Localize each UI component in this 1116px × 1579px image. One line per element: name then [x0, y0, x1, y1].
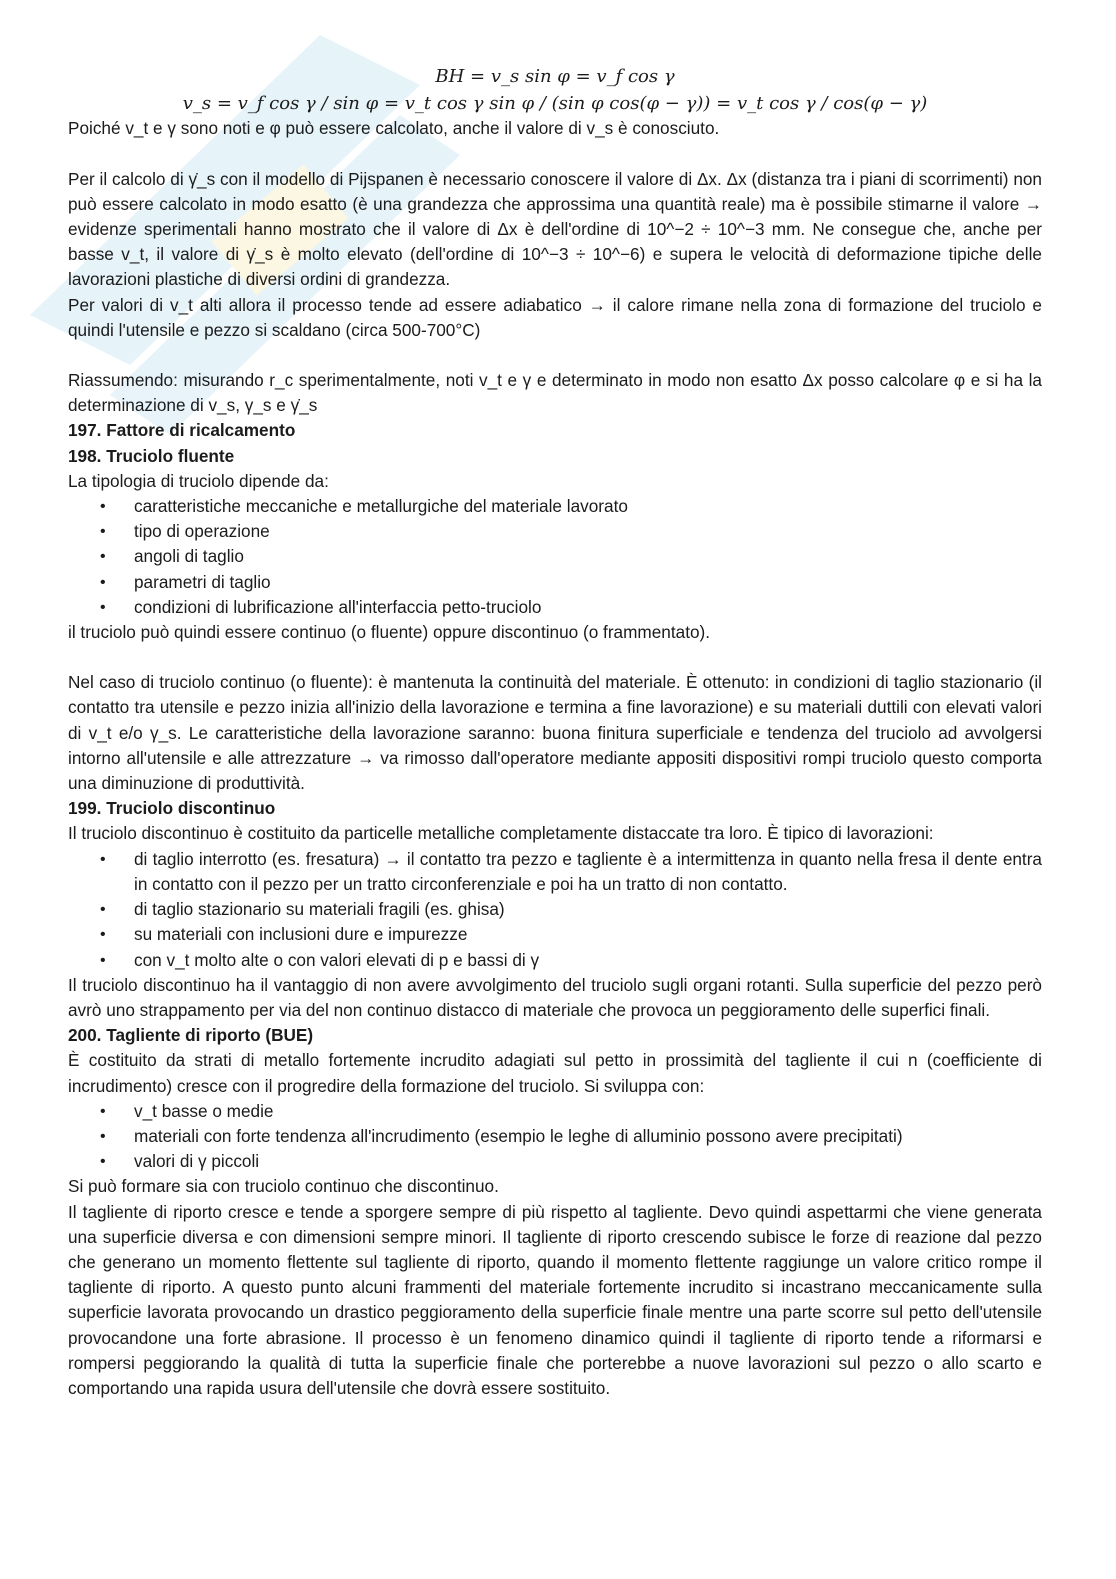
list-item: • angoli di taglio — [134, 544, 1042, 569]
paragraph-bue-formation: Si può formare sia con truciolo continuo che discontinuo. — [68, 1176, 499, 1197]
chip-factors-list — [68, 494, 1042, 620]
paragraph-summary: Riassumendo: misurando r_c sperimentalmente, noti v_t e γ e determinato in modo non esatto Δx posso calcolare φ e si ha la determinazione di v_s, γ_s e γ̇_s — [68, 370, 1042, 416]
equation-bh-row — [68, 64, 1042, 89]
heading-198: 198. Truciolo fluente — [68, 445, 235, 466]
paragraph-discontinuous-advantage: Il truciolo discontinuo ha il vantaggio di non avere avvolgimento del truciolo sugli organi rotanti. Sulla superficie del pezzo però avrò uno strappamento per via del non continuo distacco di materiale che provoca un peggioramento delle superfici finali. — [68, 974, 1042, 1020]
equation-bh-text: BH = v_s sin φ = v_f cos γ — [435, 66, 675, 87]
list-item: • di taglio stazionario su materiali fragili (es. ghisa) — [134, 897, 1042, 922]
paragraph-continuous-or-not: il truciolo può quindi essere continuo (o fluente) oppure discontinuo (o frammentato). — [68, 622, 711, 643]
heading-199: 199. Truciolo discontinuo — [68, 798, 276, 819]
heading-197: 197. Fattore di ricalcamento — [68, 420, 296, 441]
list-item: • v_t basse o medie — [134, 1099, 1042, 1124]
equation-vs-row — [68, 91, 1042, 116]
discontinuous-list — [68, 847, 1042, 973]
list-item: • condizioni di lubrificazione all'interfaccia petto-truciolo — [134, 595, 1042, 620]
paragraph-pijspanen: Per il calcolo di γ̇_s con il modello di Pijspanen è necessario conoscere il valore di Δx. Δx (distanza tra i piani di scorrimenti) non può essere calcolato in modo esatto (è una grandezza che approssima una quantità reale) ma è possibile stimarne il valore → evidenze sperimentali hanno mostrato che il valore di Δx è dell'ordine di 10^−2 ÷ 10^−3 mm. Ne consegue che, anche per basse v_t, il valore di γ̇_s è molto elevato (dell'ordine di 10^−3 ÷ 10^−6) e supera le velocità di deformazione tipiche delle lavorazioni plastiche di diversi ordini di grandezza. — [68, 168, 1042, 290]
paragraph-discontinuous-intro: Il truciolo discontinuo è costituito da particelle metalliche completamente distaccate tra loro. È tipico di lavorazioni: — [68, 823, 934, 844]
list-item: • tipo di operazione — [134, 519, 1042, 544]
paragraph-adiabatic: Per valori di v_t alti allora il processo tende ad essere adiabatico → il calore rimane nella zona di formazione del truciolo e quindi l'utensile e pezzo si scaldano (circa 500-700°C) — [68, 294, 1042, 340]
list-item: • di taglio interrotto (es. fresatura) → il contatto tra pezzo e tagliente è a intermittenza in quanto nella fresa il dente entra in contatto con il pezzo per un tratto circonferenziale e poi ha un tratto di non contatto. — [134, 847, 1042, 897]
equation-vs-text: v_s = v_f cos γ / sin φ = v_t cos γ sin φ / (sin φ cos(φ − γ)) = v_t cos γ / cos(φ − γ) — [182, 93, 928, 115]
equation-vs — [68, 91, 1042, 116]
list-item: • valori di γ piccoli — [134, 1149, 1042, 1174]
document-page — [68, 64, 1042, 1401]
list-item: • parametri di taglio — [134, 570, 1042, 595]
list-item: • caratteristiche meccaniche e metallurgiche del materiale lavorato — [134, 494, 1042, 519]
list-item: • con v_t molto alte o con valori elevati di p e bassi di γ — [134, 948, 1042, 973]
paragraph-chip-type: La tipologia di truciolo dipende da: — [68, 470, 329, 491]
list-item: • su materiali con inclusioni dure e impurezze — [134, 922, 1042, 947]
paragraph-vs-known: Poiché v_t e γ sono noti e φ può essere calcolato, anche il valore di v_s è conosciuto. — [68, 118, 720, 139]
paragraph-bue-process: Il tagliente di riporto cresce e tende a sporgere sempre di più rispetto al tagliente. Devo quindi aspettarmi che viene generata una superficie diversa e con dimensioni sempre minori. Il tagliente di riporto crescendo subisce le forze di reazione dal pezzo che generano un momento flettente sul tagliente di riporto, quando il momento flettente raggiunge un valore critico rompe il tagliente di riporto. A questo punto alcuni frammenti del materiale fortemente incrudito si incastrano meccanicamente sulla superficie lavorata provocando un drastico peggioramento della superficie finale mentre una parte scorre sul petto dell'utensile provocandone una forte abrasione. Il processo è un fenomeno dinamico quindi il tagliente di riporto tende a riformarsi e rompersi peggiorando la qualità di tutta la superficie finale che porterebbe a nuove lavorazioni sul pezzo o allo scarto e comportando una rapida usura dell'utensile che dovrà essere sostituito. — [68, 1201, 1042, 1398]
bue-conditions-list — [68, 1099, 1042, 1175]
equation-bh — [68, 64, 1042, 89]
heading-200: 200. Tagliente di riporto (BUE) — [68, 1025, 314, 1046]
list-item: • materiali con forte tendenza all'incrudimento (esempio le leghe di alluminio possono avere precipitati) — [134, 1124, 1042, 1149]
paragraph-continuous-chip: Nel caso di truciolo continuo (o fluente): è mantenuta la continuità del materiale. È ottenuto: in condizioni di taglio stazionario (il contatto tra utensile e pezzo inizia all'inizio della lavorazione e termina a fine lavorazione) e su materiali duttili con elevati valori di v_t e/o γ_s. Le caratteristiche della lavorazione saranno: buona finitura superficiale e tendenza del truciolo ad avvolgersi intorno all'utensile e alle attrezzature → va rimosso dall'operatore mediante appositi dispositivi rompi truciolo questo comporta una diminuzione di produttività. — [68, 672, 1042, 794]
paragraph-bue-intro: È costituito da strati di metallo fortemente incrudito adagiati sul petto in prossimità del tagliente il cui n (coefficiente di incrudimento) cresce con il progredire della formazione del truciolo. Si sviluppa con: — [68, 1050, 1042, 1096]
